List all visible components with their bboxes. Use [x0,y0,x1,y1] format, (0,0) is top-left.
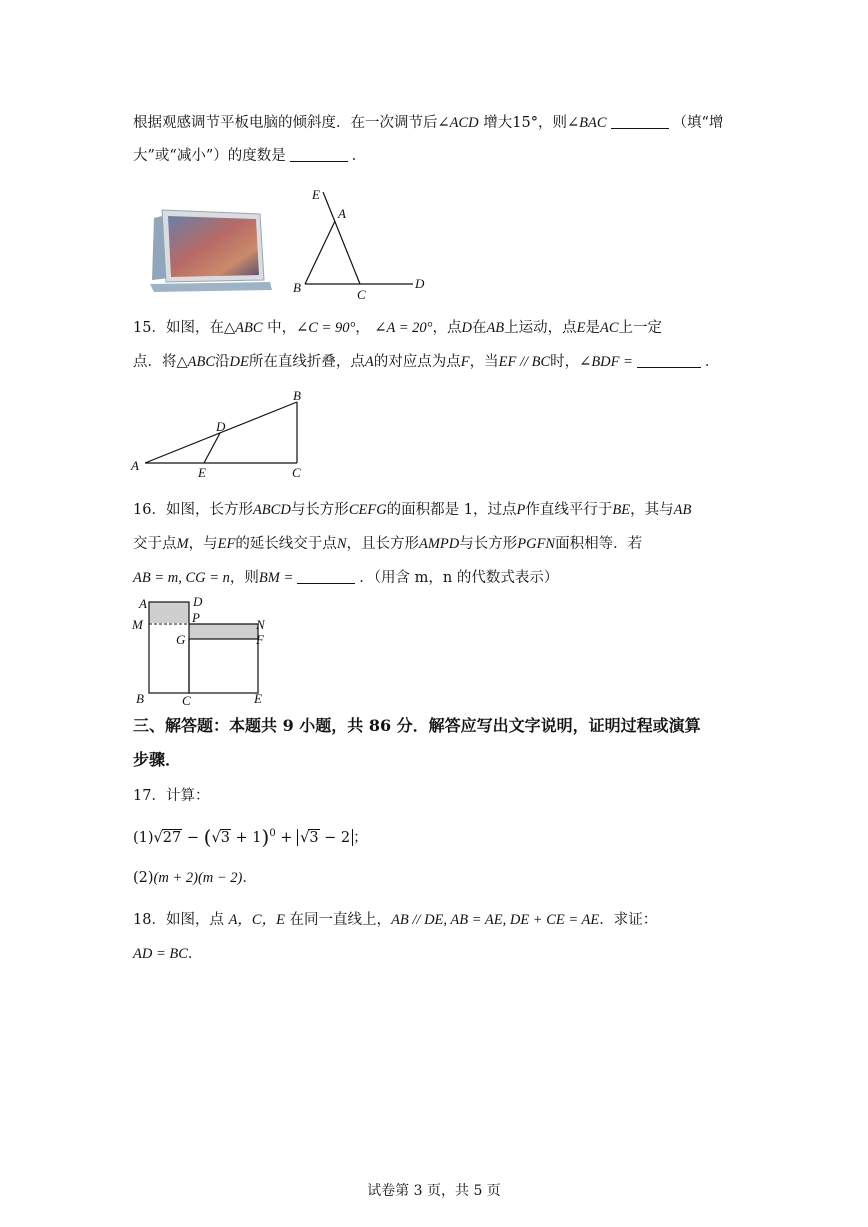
label-D: D [216,419,226,434]
q14-line2: 大”或“减小”）的度数是 ． [133,148,367,164]
q16-line1: 16．如图，长方形ABCD与长方形CEFG的面积都是 1，过点P作直线平行于BE，其与AB [133,502,692,518]
label-C: C [182,693,191,708]
label-B: B [293,388,301,403]
label-A: A [139,596,147,611]
label-M: M [132,617,143,632]
label-E: E [198,465,206,480]
q14-line1: 根据观感调节平板电脑的倾斜度．在一次调节后∠ACD 增大15°，则∠BAC （填“增 [133,115,724,131]
label-P: P [192,610,200,625]
label-C: C [357,287,366,302]
q17-title: 17．计算： [133,788,210,804]
q14-triangle-figure [285,182,435,304]
answer-blank[interactable] [297,569,355,584]
tablet-photo [148,208,274,292]
label-E: E [254,691,262,706]
q18-line1: 18．如图，点 A，C，E 在同一直线上，AB // DE, AB = AE, DE + CE = AE．求证： [133,912,658,928]
page-footer: 试卷第 3 页，共 5 页 [367,1183,501,1199]
label-B: B [293,280,301,295]
q15-line2: 点．将△ABC沿DE所在直线折叠，点A的对应点为点F，当EF // BC时，∠BDF = ． [133,354,720,370]
q16-line2: 交于点M，与EF的延长线交于点N，且长方形AMPD与长方形PGFN面积相等．若 [133,536,643,552]
label-A: A [131,458,139,473]
answer-blank[interactable] [290,147,348,162]
answer-blank[interactable] [637,353,701,368]
q15-triangle-figure [128,385,318,480]
label-C: C [292,465,301,480]
q17-part2: (2)(m + 2)(m − 2)． [133,870,257,886]
section-heading: 三、解答题：本题共 9 小题，共 86 分．解答应写出文字说明，证明过程或演算 [133,716,701,735]
q17-part1: $(1)√27 - (√3 + 1)^0 + √3 - 2$ ； [133,824,368,849]
q15-line1: 15．如图，在△ABC 中，∠C = 90°， ∠A = 20°，点D在AB上运动，点E是AC上一定 [133,320,663,336]
label-D: D [415,276,425,291]
label-G: G [176,632,186,647]
q18-line2: AD = BC． [133,946,203,962]
label-D: D [193,594,203,609]
label-A: A [338,206,346,221]
q16-rectangles-figure [128,592,278,708]
label-B: B [136,691,144,706]
label-N: N [256,617,265,632]
answer-blank[interactable] [611,114,669,129]
q16-line3: AB = m, CG = n，则BM = ．（用含 m，n 的代数式表示） [133,570,559,586]
section-heading-cont: 步骤． [133,750,182,769]
label-E: E [312,187,320,202]
label-F: F [256,632,264,647]
